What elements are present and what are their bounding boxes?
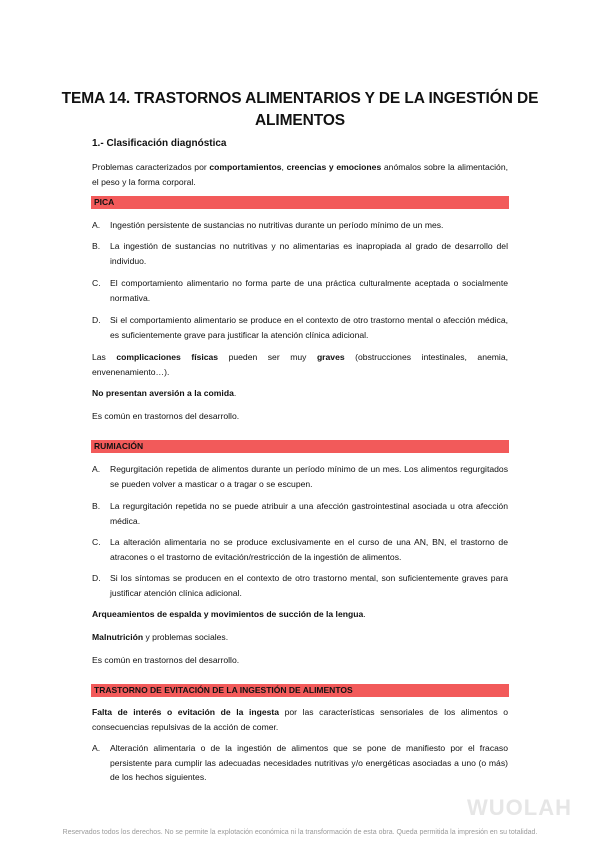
rumiacion-arqueamientos: [92, 607, 508, 622]
evitacion-intro: [92, 705, 508, 734]
rumiacion-heading-bar: RUMIACIÓN: [91, 440, 509, 453]
pica-common: Es común en trastornos del desarrollo.: [92, 411, 240, 421]
rumiacion-common: Es común en trastornos del desarrollo.: [92, 655, 240, 665]
bold-text: Malnutrición: [92, 632, 144, 642]
bold-text: No presentan aversión a la comida: [92, 388, 234, 398]
list-marker: A.: [92, 220, 101, 230]
bold-text: graves: [316, 352, 345, 362]
text: (obstrucciones intestinales, anemia, envenenamiento…).: [92, 352, 508, 377]
list-text: La regurgitación repetida no se puede atribuir a una afección gastrointestinal asociada u otra afección médica.: [110, 501, 508, 526]
intro-paragraph: [92, 160, 508, 189]
text: Las: [92, 352, 117, 362]
pica-heading-bar: PICA: [91, 196, 509, 209]
intro-text-3: anómalos sobre la alimentación, el peso y la forma corporal.: [92, 162, 508, 187]
pica-complications: [92, 350, 508, 379]
text: .: [363, 609, 366, 619]
text: y problemas sociales.: [143, 632, 229, 642]
text: pueden ser muy: [218, 352, 317, 362]
intro-text-1: Problemas caracterizados por: [92, 162, 210, 172]
list-marker: C.: [92, 278, 101, 288]
pica-no-aversion: [92, 386, 508, 401]
list-marker: B.: [92, 241, 101, 251]
text: por las características sensoriales de los alimentos o consecuencias repulsivas de la acción de comer.: [92, 707, 508, 732]
list-text: Alteración alimentaria o de la ingestión de alimentos que se pone de manifiesto por el fracaso persistente para cumplir las adecuadas necesidades nutritivas y/o energéticas asociadas a uno (o más) de los hechos siguientes.: [110, 743, 508, 782]
copyright-footer: Reservados todos los derechos. No se permite la explotación económica ni la transformación de esta obra. Queda permitida la impresión en su totalidad.: [62, 829, 538, 836]
list-marker: D.: [92, 573, 101, 583]
bold-text: Arqueamientos de espalda y movimientos de succión de la lengua: [92, 609, 364, 619]
intro-bold-2: creencias y emociones: [286, 162, 382, 172]
list-text: Si el comportamiento alimentario se produce en el contexto de otro trastorno mental o afección médica, es suficientemente grave para justificar la atención clínica adicional.: [110, 315, 508, 340]
bold-text: complicaciones físicas: [116, 352, 219, 362]
list-text: El comportamiento alimentario no forma parte de una práctica culturalmente aceptada o socialmente normativa.: [110, 278, 508, 303]
intro-text-2: ,: [281, 162, 287, 172]
bold-text: Falta de interés o evitación de la ingesta: [92, 707, 280, 717]
text: .: [233, 388, 237, 398]
rumiacion-malnutricion: [92, 630, 508, 645]
list-marker: B.: [92, 501, 101, 511]
list-marker: D.: [92, 315, 101, 325]
list-marker: A.: [92, 464, 101, 474]
list-text: Si los síntomas se producen en el contexto de otro trastorno mental, son suficientemente graves para justificar atención clínica adicional.: [110, 573, 508, 598]
wuolah-watermark: WUOLAH: [467, 795, 572, 820]
list-marker: A.: [92, 743, 101, 753]
list-text: Regurgitación repetida de alimentos durante un período mínimo de un mes. Los alimentos regurgitados se pueden volver a masticar o a tragar o se escupen.: [110, 464, 508, 489]
section-heading: 1.- Clasificación diagnóstica: [92, 138, 227, 149]
intro-bold-1: comportamientos: [209, 162, 282, 172]
list-text: La alteración alimentaria no se produce exclusivamente en el curso de una AN, BN, el trastorno de atracones o el trastorno de evitación/restricción de la ingestión de alimentos.: [110, 537, 508, 562]
list-text: La ingestión de sustancias no nutritivas y no alimentarias es inapropiada al grado de desarrollo del individuo.: [110, 241, 508, 266]
list-marker: C.: [92, 537, 101, 547]
evitacion-heading-bar: TRASTORNO DE EVITACIÓN DE LA INGESTIÓN DE ALIMENTOS: [91, 684, 509, 697]
page-title: TEMA 14. TRASTORNOS ALIMENTARIOS Y DE LA INGESTIÓN DE ALIMENTOS: [61, 90, 539, 129]
list-text: Ingestión persistente de sustancias no nutritivas durante un período mínimo de un mes.: [110, 220, 444, 230]
